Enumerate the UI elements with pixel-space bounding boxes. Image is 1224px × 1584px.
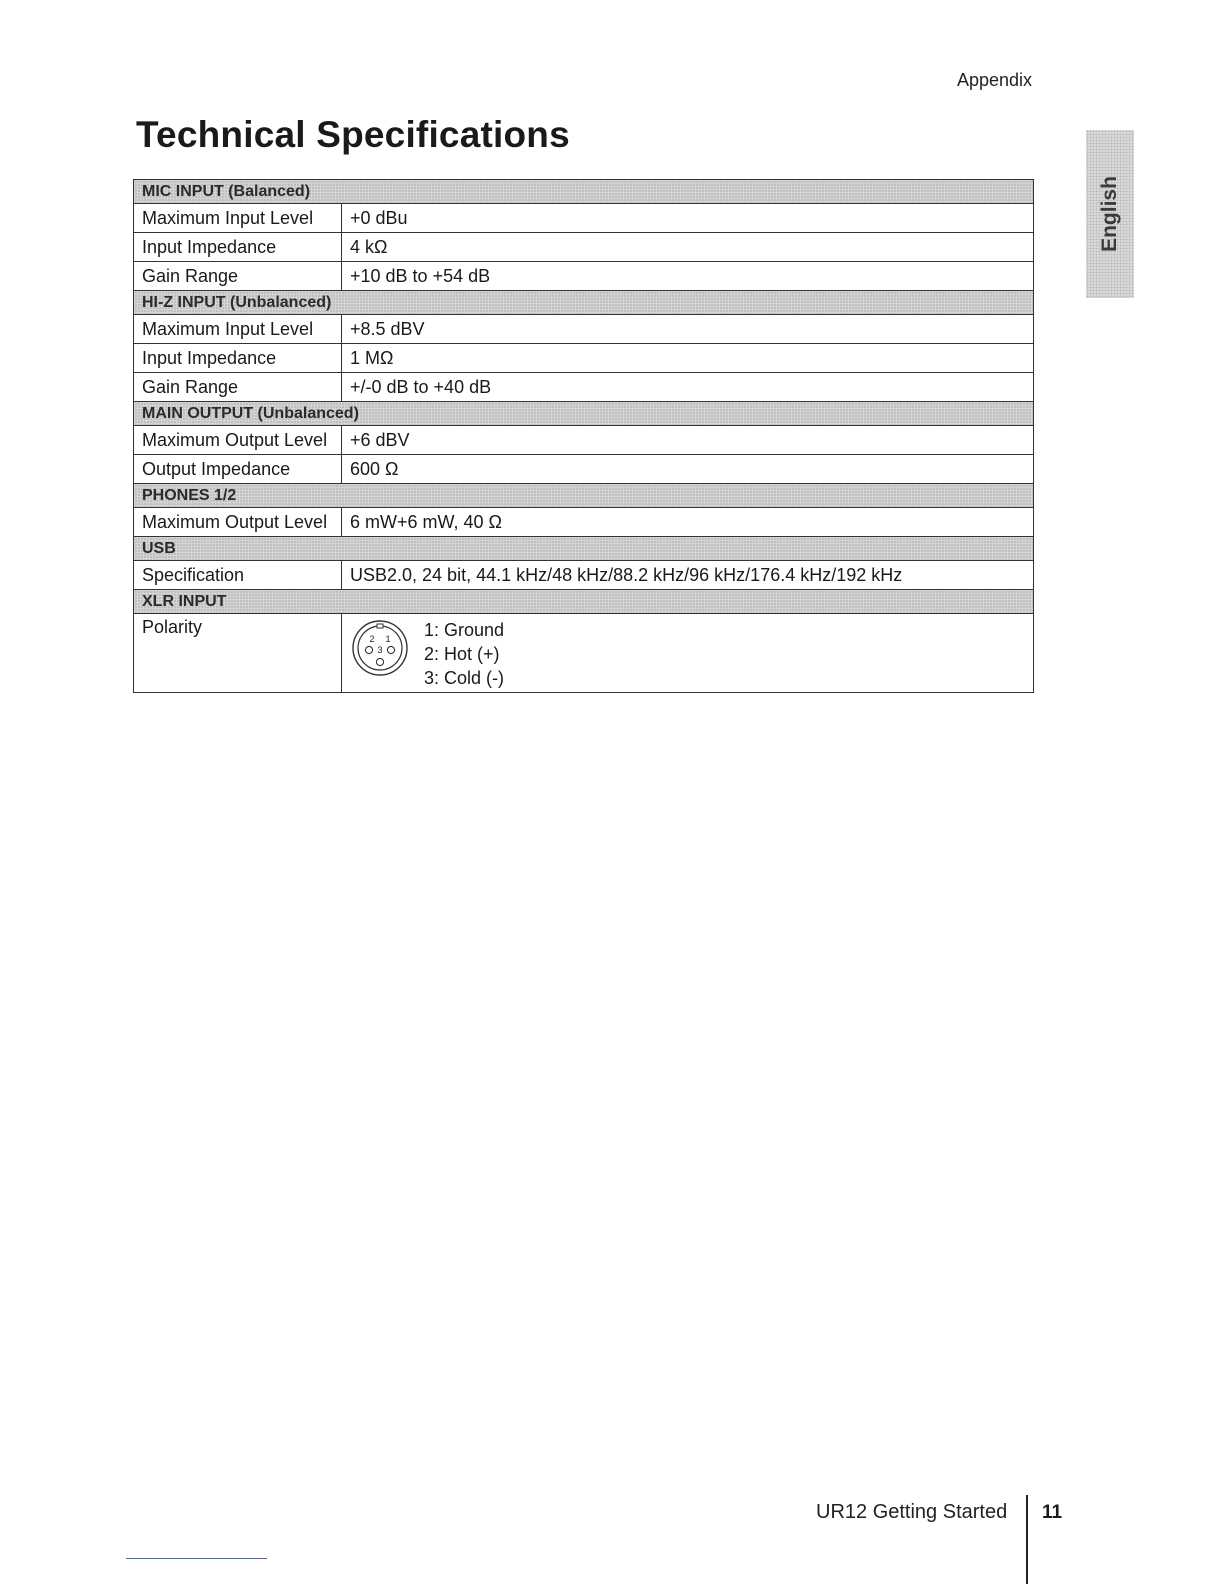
page-title: Technical Specifications <box>136 114 570 155</box>
pin-number-label: 2 <box>369 634 375 644</box>
spec-label: Maximum Input Level <box>134 315 342 344</box>
pin-cold: 3: Cold (-) <box>424 668 505 688</box>
pin-number-label: 1 <box>385 634 391 644</box>
spec-label: Maximum Input Level <box>134 204 342 233</box>
spec-row <box>134 315 1034 344</box>
spec-row <box>134 204 1034 233</box>
xlr-connector-icon <box>350 618 410 678</box>
footer-document-title: UR12 Getting Started <box>816 1501 1008 1523</box>
pin-hot: 2: Hot (+) <box>424 644 500 664</box>
spec-row-polarity <box>134 614 1034 693</box>
page-number: 11 <box>1042 1502 1063 1523</box>
section-heading: MAIN OUTPUT (Unbalanced) <box>134 402 1034 426</box>
language-tab-label: English <box>1098 176 1121 252</box>
spec-row <box>134 233 1034 262</box>
section-heading: USB <box>134 537 1034 561</box>
spec-label: Input Impedance <box>134 233 342 262</box>
pin-ground: 1: Ground <box>424 620 505 640</box>
spec-label: Gain Range <box>134 262 342 291</box>
pin-list <box>418 618 504 690</box>
spec-label: Specification <box>134 561 342 590</box>
spec-row <box>134 373 1034 402</box>
polarity-cell <box>342 614 1034 693</box>
section-header-main-output <box>134 402 1034 426</box>
spec-label: Output Impedance <box>134 455 342 484</box>
spec-value: +6 dBV <box>342 426 1034 455</box>
spec-value: +/-0 dB to +40 dB <box>342 373 1034 402</box>
spec-label: Input Impedance <box>134 344 342 373</box>
spec-row <box>134 455 1034 484</box>
footer-divider <box>1026 1495 1028 1584</box>
spec-row <box>134 508 1034 537</box>
section-heading: HI-Z INPUT (Unbalanced) <box>134 291 1034 315</box>
spec-table <box>133 179 1034 693</box>
section-header-usb <box>134 537 1034 561</box>
spec-row <box>134 561 1034 590</box>
spec-row <box>134 426 1034 455</box>
spec-label: Polarity <box>134 614 342 693</box>
spec-label: Maximum Output Level <box>134 426 342 455</box>
section-heading: XLR INPUT <box>134 590 1034 614</box>
spec-value: USB2.0, 24 bit, 44.1 kHz/48 kHz/88.2 kHz/96 kHz/176.4 kHz/192 kHz <box>342 561 1034 590</box>
pin-number-label: 3 <box>377 645 383 655</box>
spec-value: +8.5 dBV <box>342 315 1034 344</box>
spec-row <box>134 344 1034 373</box>
spec-value: 4 kΩ <box>342 233 1034 262</box>
language-tab <box>1086 130 1134 298</box>
spec-label: Gain Range <box>134 373 342 402</box>
running-header: Appendix <box>957 70 1033 90</box>
spec-value: 600 Ω <box>342 455 1034 484</box>
section-header-mic-input <box>134 180 1034 204</box>
footnote-rule <box>126 1558 267 1559</box>
spec-row <box>134 262 1034 291</box>
spec-value: +10 dB to +54 dB <box>342 262 1034 291</box>
spec-value: +0 dBu <box>342 204 1034 233</box>
spec-value: 1 MΩ <box>342 344 1034 373</box>
section-header-xlr-input <box>134 590 1034 614</box>
spec-value: 6 mW+6 mW, 40 Ω <box>342 508 1034 537</box>
section-heading: PHONES 1/2 <box>134 484 1034 508</box>
section-heading: MIC INPUT (Balanced) <box>134 180 1034 204</box>
section-header-phones <box>134 484 1034 508</box>
section-header-hiz-input <box>134 291 1034 315</box>
spec-label: Maximum Output Level <box>134 508 342 537</box>
